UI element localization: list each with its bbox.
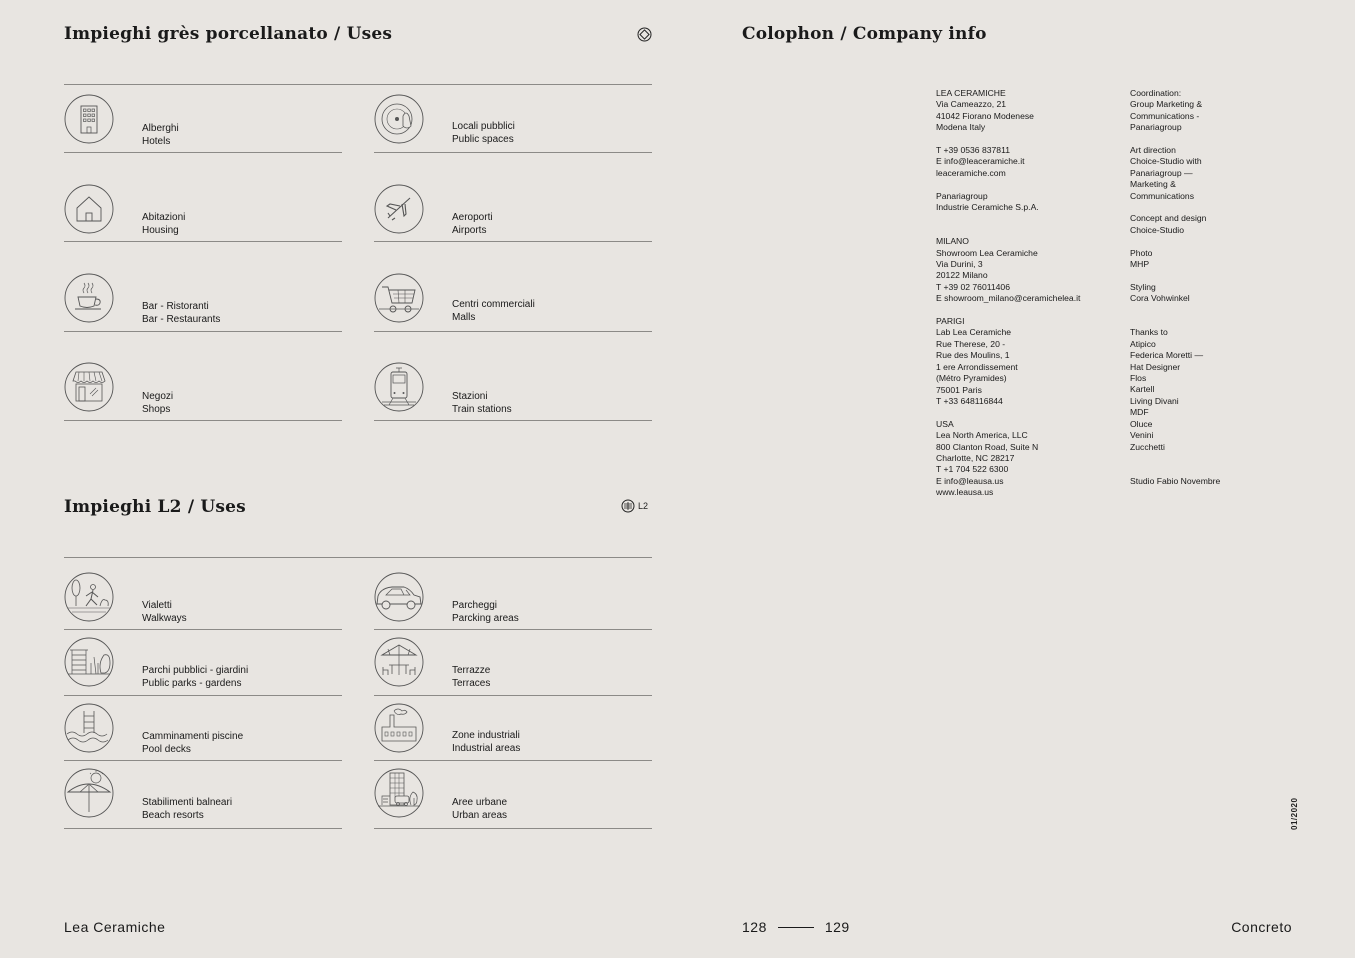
studio-credit: [1130, 476, 1290, 487]
address-line: Via Durini, 3: [936, 259, 983, 270]
footer-collection: Concreto: [1231, 919, 1292, 935]
use-label-en: Terraces: [452, 677, 491, 689]
phone: T +39 0536 837811: [936, 145, 1010, 156]
address-line: 20122 Milano: [936, 270, 988, 281]
credit-heading: Art direction: [1130, 145, 1176, 156]
credit-heading: Photo: [1130, 247, 1153, 258]
use-label-en: Urban areas: [452, 809, 508, 821]
company-contact: [936, 145, 1121, 179]
use-label-it: Terrazze: [452, 665, 491, 676]
email: E info@leaceramiche.it: [936, 156, 1025, 167]
footer-brand: Lea Ceramiche: [64, 919, 166, 935]
use-item-terraces: [374, 637, 652, 707]
use-label-en: Shops: [142, 403, 171, 415]
porcelain-diamond-icon: [637, 27, 652, 42]
city-heading: PARIGI: [936, 316, 965, 327]
address-line: Rue Therese, 20 -: [936, 338, 1006, 349]
photo-credit: [1130, 248, 1290, 271]
use-label-it: Vialetti: [142, 600, 172, 611]
city-heading: MILANO: [936, 236, 969, 247]
credit-line: Cora Vohwinkel: [1130, 293, 1190, 304]
l2-icon: [621, 499, 635, 513]
use-label-en: Parcking areas: [452, 612, 519, 624]
use-label-it: Alberghi: [142, 123, 179, 134]
use-item-urban: [374, 768, 652, 838]
address-line: (Métro Pyramides): [936, 373, 1007, 384]
use-item-pool-decks: [64, 703, 342, 773]
use-item-parks: [64, 637, 342, 707]
use-item-malls: [374, 273, 652, 343]
use-label-en: Housing: [142, 224, 179, 236]
use-label-en: Public parks - gardens: [142, 677, 242, 689]
credit-line: Kartell: [1130, 384, 1155, 395]
credit-line: Atipico: [1130, 338, 1156, 349]
address-line: Lab Lea Ceramiche: [936, 327, 1012, 338]
use-label-en: Beach resorts: [142, 809, 204, 821]
address-line: 41042 Fiorano Modenese: [936, 110, 1034, 121]
address-line: 1 ere Arrondissement: [936, 361, 1018, 372]
credit-heading: Thanks to: [1130, 327, 1168, 338]
credit-line: Oluce: [1130, 418, 1153, 429]
urban-icon: [374, 768, 424, 818]
credit-heading: Concept and design: [1130, 213, 1207, 224]
company-name: LEA CERAMICHE: [936, 88, 1006, 98]
use-label-it: Zone industriali: [452, 730, 520, 741]
credit-heading: Coordination:: [1130, 88, 1182, 98]
use-label-en: Walkways: [142, 612, 187, 624]
use-label-it: Centri commerciali: [452, 299, 535, 310]
use-label-it: Aeroporti: [452, 212, 493, 223]
edition-date: 01/2020: [1290, 797, 1299, 830]
credit-line: Panariagroup: [1130, 122, 1182, 133]
website: leaceramiche.com: [936, 167, 1006, 178]
use-label-en: Airports: [452, 224, 487, 236]
hotel-icon: [64, 94, 114, 144]
colophon-column-company: [936, 88, 1121, 499]
credit-line: Studio Fabio Novembre: [1130, 475, 1221, 486]
use-label-it: Abitazioni: [142, 212, 186, 223]
thanks-credit: [1130, 327, 1290, 452]
colophon-column-credits: [1130, 88, 1290, 487]
credit-line: MDF: [1130, 407, 1149, 418]
phone: T +39 02 76011406: [936, 281, 1010, 292]
use-item-industrial: [374, 703, 652, 773]
use-label-en: Train stations: [452, 403, 512, 415]
credit-line: Group Marketing &: [1130, 99, 1203, 110]
address-line: Charlotte, NC 28217: [936, 452, 1015, 463]
email: E info@leausa.us: [936, 475, 1004, 486]
page-numbers: [742, 919, 850, 935]
page-number-right: 129: [824, 919, 850, 935]
use-label-en: Bar - Restaurants: [142, 313, 221, 325]
address-line: 800 Clanton Road, Suite N: [936, 441, 1039, 452]
phone: T +33 648116844: [936, 395, 1003, 406]
address-line: Modena Italy: [936, 122, 986, 133]
credit-line: Communications -: [1130, 110, 1200, 121]
use-item-train-stations: [374, 362, 652, 432]
company-address: [936, 88, 1121, 134]
section-divider: [64, 84, 652, 85]
pool-icon: [64, 703, 114, 753]
airplane-icon: [374, 184, 424, 234]
address-line: Rue des Moulins, 1: [936, 350, 1010, 361]
use-item-parking: [374, 572, 652, 642]
credit-line: Choice-Studio with: [1130, 156, 1202, 167]
terrace-icon: [374, 637, 424, 687]
coordination-credit: [1130, 88, 1290, 134]
car-icon: [374, 572, 424, 622]
factory-icon: [374, 703, 424, 753]
credit-line: Federica Moretti —: [1130, 350, 1204, 361]
use-item-public-spaces: [374, 94, 652, 164]
use-item-housing: [64, 184, 342, 254]
use-item-shops: [64, 362, 342, 432]
uses-title: Impieghi grès porcellanato / Uses: [64, 24, 393, 44]
public-spaces-icon: [374, 94, 424, 144]
phone: T +1 704 522 6300: [936, 464, 1009, 475]
credit-line: Panariagroup —: [1130, 167, 1193, 178]
city-heading: USA: [936, 418, 954, 429]
use-item-airports: [374, 184, 652, 254]
milano-showroom: [936, 236, 1121, 304]
l2-uses-title: Impieghi L2 / Uses: [64, 497, 246, 517]
use-item-beach-resorts: [64, 768, 342, 838]
use-label-en: Malls: [452, 311, 476, 323]
use-item-walkways: [64, 572, 342, 642]
address-line: Showroom Lea Ceramiche: [936, 247, 1038, 258]
shop-icon: [64, 362, 114, 412]
use-label-it: Bar - Ristoranti: [142, 301, 209, 312]
credit-line: Venini: [1130, 430, 1154, 441]
use-label-it: Aree urbane: [452, 797, 508, 808]
use-label-en: Pool decks: [142, 743, 191, 755]
credit-line: Flos: [1130, 373, 1147, 384]
credit-line: Marketing &: [1130, 179, 1176, 190]
park-icon: [64, 637, 114, 687]
l2-badge: [621, 499, 648, 513]
use-label-en: Hotels: [142, 135, 171, 147]
address-line: Lea North America, LLC: [936, 430, 1028, 441]
address-line: 75001 Paris: [936, 384, 982, 395]
train-icon: [374, 362, 424, 412]
use-item-hotels: [64, 94, 342, 164]
page-number-dash: [778, 927, 814, 928]
house-icon: [64, 184, 114, 234]
usa-office: [936, 419, 1121, 499]
page-number-left: 128: [742, 919, 767, 935]
colophon-title: Colophon / Company info: [742, 24, 987, 44]
credit-line: Zucchetti: [1130, 441, 1165, 452]
styling-credit: [1130, 282, 1290, 305]
credit-line: Hat Designer: [1130, 361, 1181, 372]
walkway-icon: [64, 572, 114, 622]
credit-line: Communications: [1130, 190, 1194, 201]
use-label-it: Parchi pubblici - giardini: [142, 665, 249, 676]
l2-badge-text: L2: [638, 501, 649, 511]
beach-umbrella-icon: [64, 768, 114, 818]
credit-line: Choice-Studio: [1130, 224, 1184, 235]
use-label-en: Industrial areas: [452, 742, 521, 754]
use-label-it: Stazioni: [452, 391, 488, 402]
website: www.leausa.us: [936, 487, 994, 498]
section-divider: [64, 557, 652, 558]
use-label-it: Negozi: [142, 391, 174, 402]
use-label-en: Public spaces: [452, 133, 514, 145]
use-label-it: Stabilimenti balneari: [142, 797, 233, 808]
use-label-it: Parcheggi: [452, 600, 498, 611]
credit-line: Living Divani: [1130, 395, 1179, 406]
concept-credit: [1130, 213, 1290, 236]
parigi-lab: [936, 316, 1121, 407]
address-line: Via Cameazzo, 21: [936, 99, 1007, 110]
use-label-it: Camminamenti piscine: [142, 731, 244, 742]
use-label-it: Locali pubblici: [452, 121, 515, 132]
credit-heading: Styling: [1130, 281, 1156, 292]
shopping-cart-icon: [374, 273, 424, 323]
group-name: Panariagroup: [936, 190, 988, 201]
art-direction-credit: [1130, 145, 1290, 202]
credit-line: MHP: [1130, 259, 1150, 270]
coffee-cup-icon: [64, 273, 114, 323]
group-company: Industrie Ceramiche S.p.A.: [936, 202, 1039, 213]
group-info: [936, 191, 1121, 214]
use-item-bar-restaurants: [64, 273, 342, 343]
email: E showroom_milano@ceramichelea.it: [936, 293, 1081, 304]
